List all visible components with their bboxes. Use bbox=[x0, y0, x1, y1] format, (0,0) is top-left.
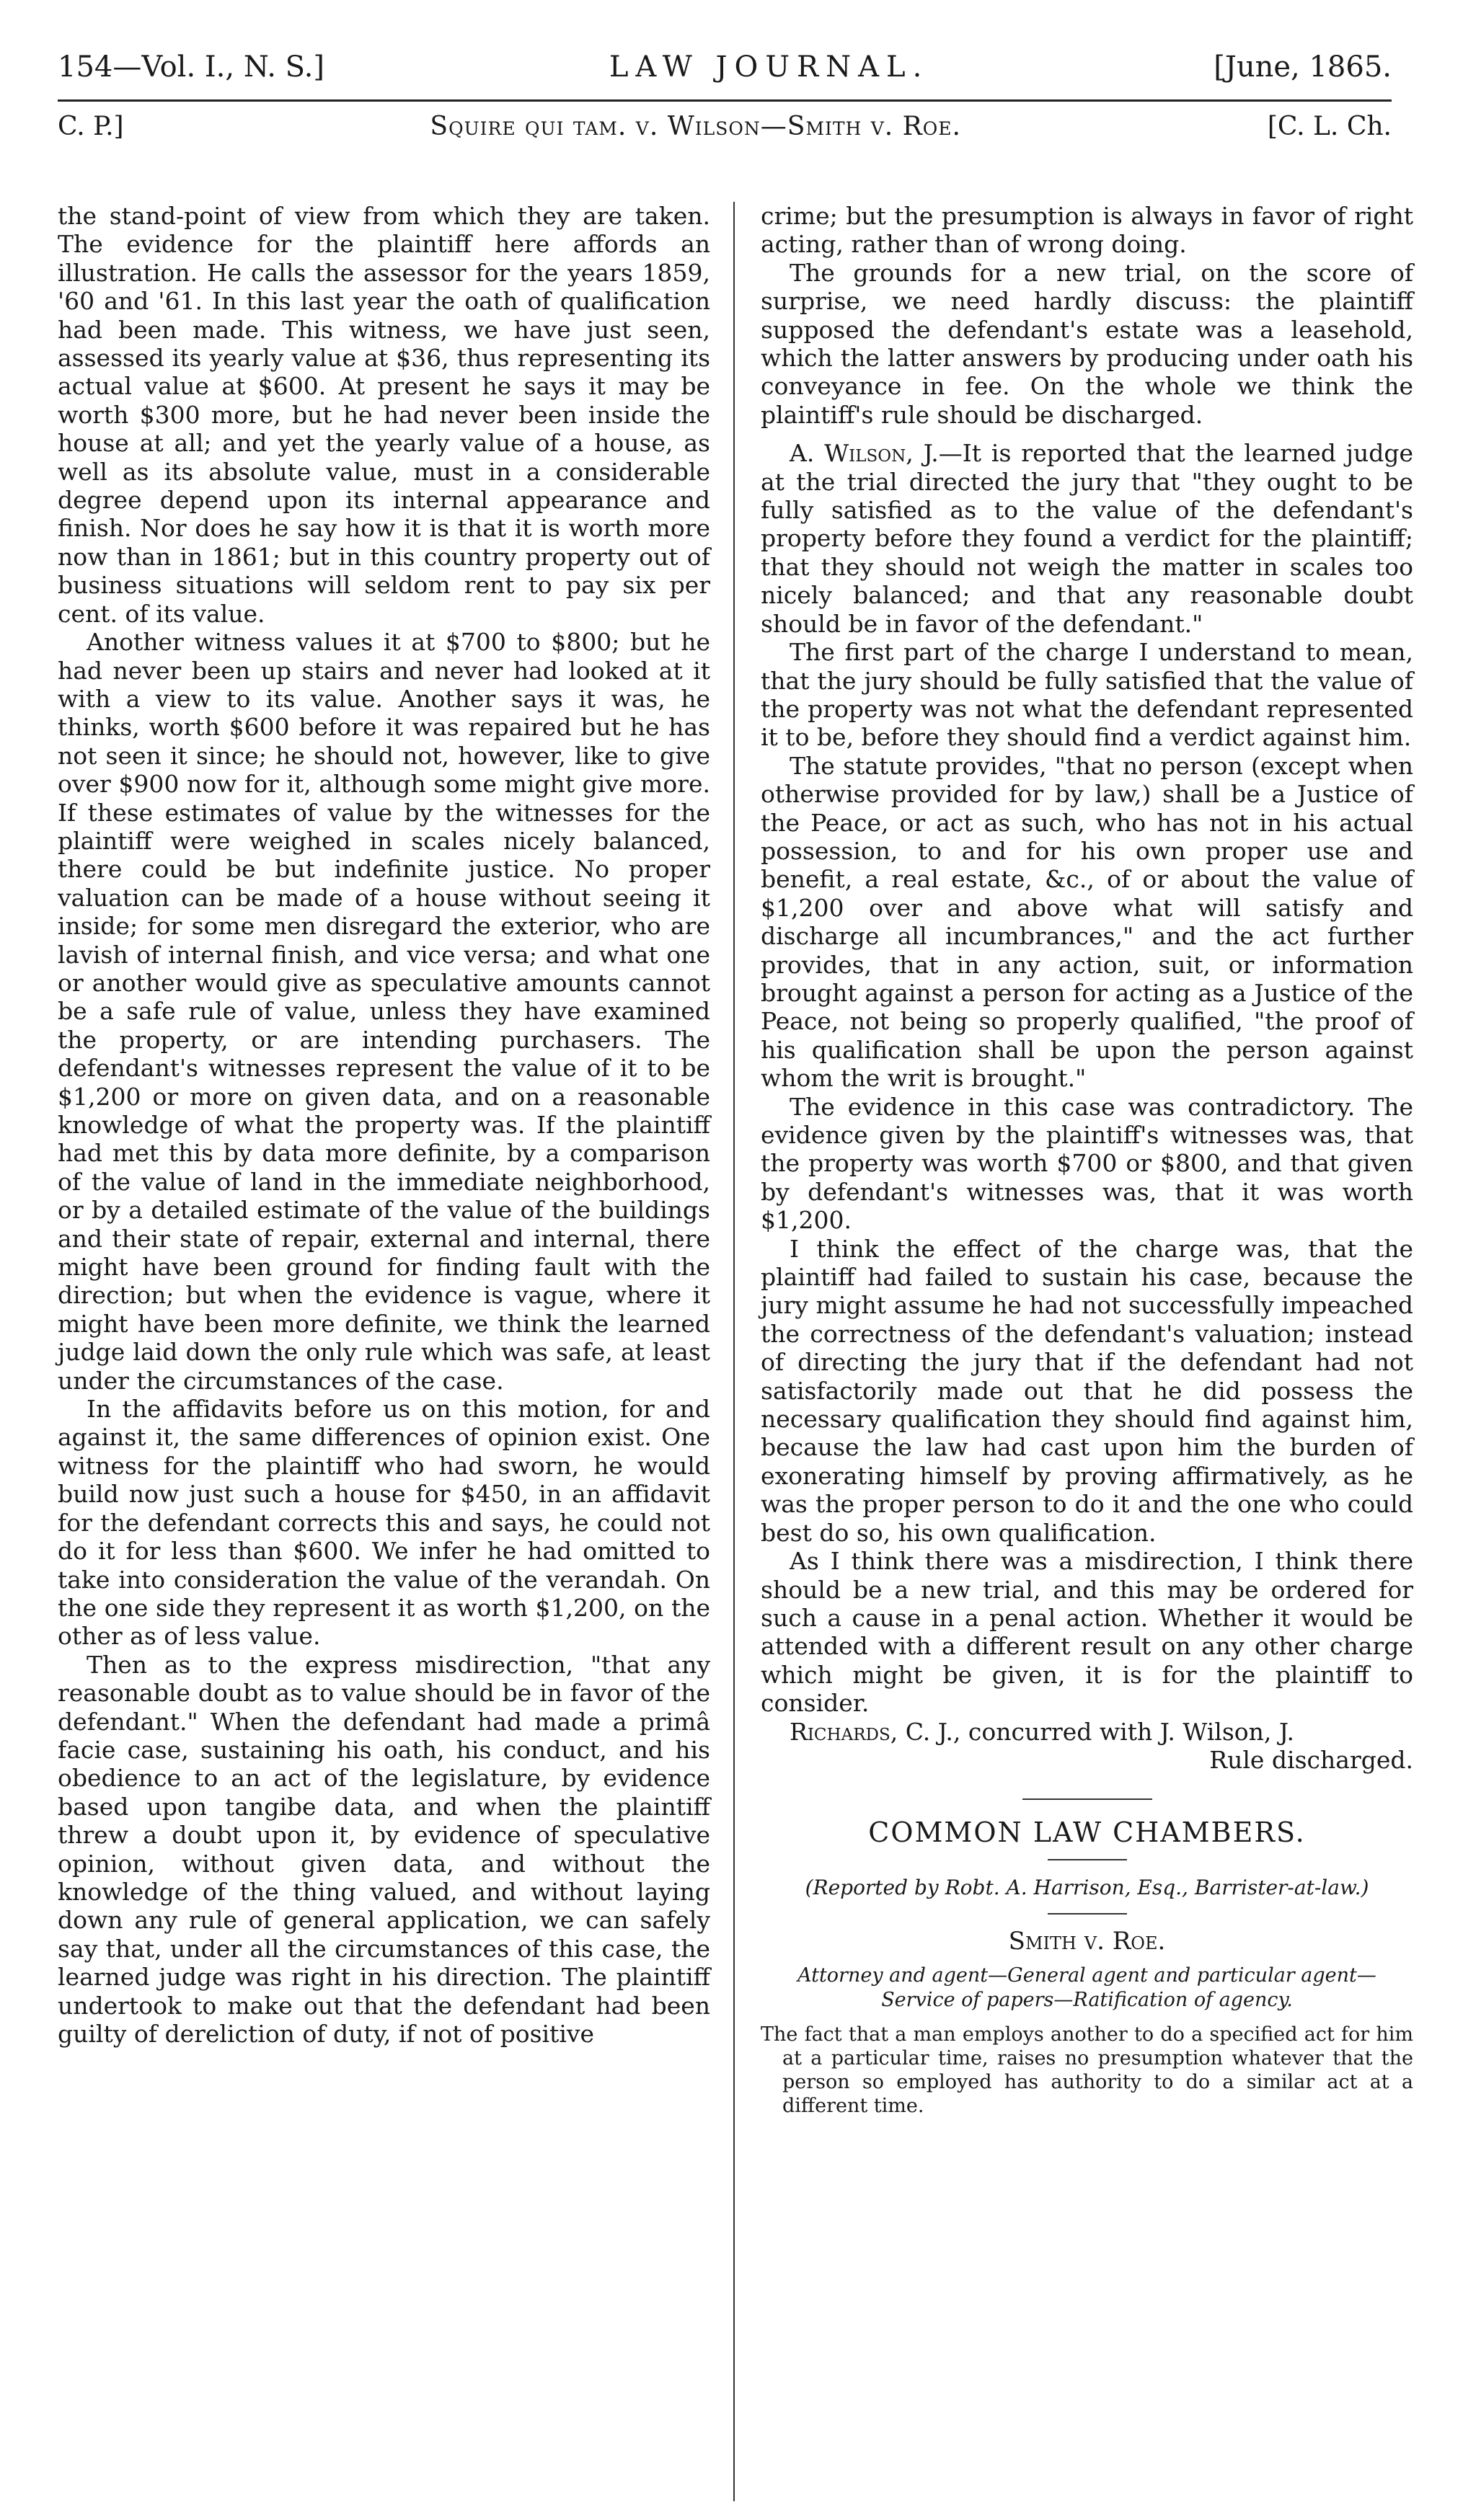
court-right: [C. L. Ch. bbox=[1267, 112, 1392, 141]
headnote-text: The fact that a man employs another to do a specified act for him at a particular time, raises no presumption whatever that the person so employed has authority to do a similar act at a different time. bbox=[761, 2023, 1413, 2117]
case-name: Smith v. Roe. bbox=[1008, 1927, 1166, 1956]
court-left: C. P.] bbox=[58, 112, 124, 141]
concurrence: Richards, C. J., concurred with J. Wilson, J. bbox=[790, 1717, 1295, 1746]
paragraph: Another witness values it at $700 to $800; but he had never been up stairs and never had looked at it with a view to its value. Another says it was, he thinks, worth $600 before it was repaired but he has not seen it since; he should not, however, like to give over $900 now for it, although some might give more. If these estimates of value by the witnesses for the plaintiff were weighed in scales nicely balanced, there could be but indefinite justice. No proper valuation can be made of a house without seeing it inside; for some men disregard the exterior, who are lavish of internal finish, and vice versa; and what one or another would give as speculative amounts cannot be a safe rule of value, unless they have examined the property, or are intending purchasers. The defendant's witnesses represent the value of it to be $1,200 or more on given data, and on a reasonable knowledge of what the property was. If the plaintiff had met this by data more definite, by a comparison of the value of land in the immediate neighborhood, or by a detailed estimate of the value of the buildings and their state of repair, external and internal, there might have been ground for finding fault with the direction; but when the evidence is vague, where it might have been more definite, we think the learned judge laid down the only rule which was safe, at least under the circumstances of the case. bbox=[58, 628, 710, 1395]
section-rule bbox=[1048, 1859, 1127, 1860]
paragraph: As I think there was a misdirection, I think there should be a new trial, and this may be ordered for such a cause in a penal action. Whether it would be attended with a different result on any other charge which might be given, it is for the plaintiff to consider. bbox=[761, 1547, 1413, 1718]
issue-date: [June, 1865. bbox=[1214, 50, 1392, 84]
running-head bbox=[58, 50, 1392, 94]
paragraph: The first part of the charge I understand to mean, that the jury should be fully satisfied that the value of the property was not what the defendant represented it to be, before they should find a verdict against him. bbox=[761, 638, 1413, 752]
page-volume: 154—Vol. I., N. S.] bbox=[58, 50, 324, 84]
section-rule bbox=[1048, 1913, 1127, 1915]
column-divider bbox=[733, 202, 735, 2501]
case-title: Squire qui tam. v. Wilson—Smith v. Roe. bbox=[430, 112, 961, 141]
subheader bbox=[58, 102, 1392, 149]
section-rule bbox=[1022, 1798, 1152, 1800]
paragraph: Then as to the express misdirection, "that any reasonable doubt as to value should be in favor of the defendant." When the defendant had made a primâ facie case, sustaining his oath, his conduct, and his obedience to an act of the legislature, by evidence based upon tangibe data, and when the plaintiff threw a doubt upon it, by evidence of speculative opinion, without given data, and without the knowledge of the thing valued, and without laying down any rule of general application, we can safely say that, under all the circumstances of this case, the learned judge was right in his direction. The plaintiff undertook to make out that the defendant had been guilty of dereliction of duty, if not of positive bbox=[58, 1650, 710, 2048]
headnote-subject: Attorney and agent—General agent and particular agent—Service of papers—Ratification of agency. bbox=[797, 1964, 1376, 2011]
left-column bbox=[58, 202, 710, 2048]
document-page bbox=[58, 50, 1413, 2117]
journal-title: LAW JOURNAL. bbox=[609, 50, 929, 84]
rule-discharged: Rule discharged. bbox=[1209, 1745, 1413, 1774]
paragraph: crime; but the presumption is always in favor of right acting, rather than of wrong doing. bbox=[761, 202, 1413, 259]
reporter-line: (Reported by Robt. A. Harrison, Esq., Barrister-at-law.) bbox=[805, 1875, 1369, 1899]
paragraph: The grounds for a new trial, on the score of surprise, we need hardly discuss: the plaintiff supposed the defendant's estate was a leasehold, which the latter answers by producing under oath his conveyance in fee. On the whole we think the plaintiff's rule should be discharged. bbox=[761, 258, 1413, 429]
paragraph: I think the effect of the charge was, that the plaintiff had failed to sustain his case, because the jury might assume he had not successfully impeached the correctness of the defendant's valuation; instead of directing the jury that if the defendant had not satisfactorily made out that he did possess the necessary qualification they should find against him, because the law had cast upon him the burden of exonerating himself by proving affirmatively, as he was the proper person to do it and the one who could best do so, his own qualification. bbox=[761, 1234, 1413, 1547]
section-title: COMMON LAW CHAMBERS. bbox=[868, 1816, 1306, 1849]
right-column bbox=[761, 202, 1413, 2118]
judgment-paragraph: A. Wilson, J.—It is reported that the learned judge at the trial directed the jury that "they ought to be fully satisfied as to the value of the defendant's property before they found a verdict for the plaintiff; that they should not weigh the matter in scales too nicely balanced; and that any reasonable doubt should be in favor of the defendant." bbox=[761, 439, 1413, 638]
chief-justice-name: Richards, C. J. bbox=[790, 1717, 953, 1746]
judge-name: A. Wilson, J. bbox=[790, 439, 939, 468]
paragraph: The statute provides, "that no person (except when otherwise provided for by law,) shall be a Justice of the Peace, or act as such, who has not in his actual possession, to and for his own proper use and benefit, a real estate, &c., of or about the value of $1,200 over and above what will satisfy and discharge all incumbrances," and the act further provides, that in any action, suit, or information brought against a person for acting as a Justice of the Peace, not being so properly qualified, "the proof of his qualification shall be upon the person against whom the writ is brought." bbox=[761, 751, 1413, 1093]
paragraph: In the affidavits before us on this motion, for and against it, the same differences of opinion exist. One witness for the plaintiff who had sworn, he would build now just such a house for $450, in an affidavit for the defendant corrects this and says, he could not do it for less than $600. We infer he had omitted to take into consideration the value of the verandah. On the one side they represent it as worth $1,200, on the other as of less value. bbox=[58, 1395, 710, 1651]
text-columns bbox=[58, 202, 1413, 2501]
paragraph: the stand-point of view from which they are taken. The evidence for the plaintiff here affords an illustration. He calls the assessor for the years 1859, '60 and '61. In this last year the oath of qualification had been made. This witness, we have just seen, assessed its yearly value at $36, thus representing its actual value at $600. At present he says it may be worth $300 more, but he had never been inside the house at all; and yet the yearly value of a house, as well as its absolute value, must in a considerable degree depend upon its internal appearance and finish. Nor does he say how it is that it is worth more now than in 1861; but in this country property out of business situations will seldom rent to pay six per cent. of its value. bbox=[58, 202, 710, 628]
paragraph: The evidence in this case was contradictory. The evidence given by the plaintiff's witnesses was, that the property was worth $700 or $800, and that given by defendant's witnesses was, that it was worth $1,200. bbox=[761, 1092, 1413, 1235]
